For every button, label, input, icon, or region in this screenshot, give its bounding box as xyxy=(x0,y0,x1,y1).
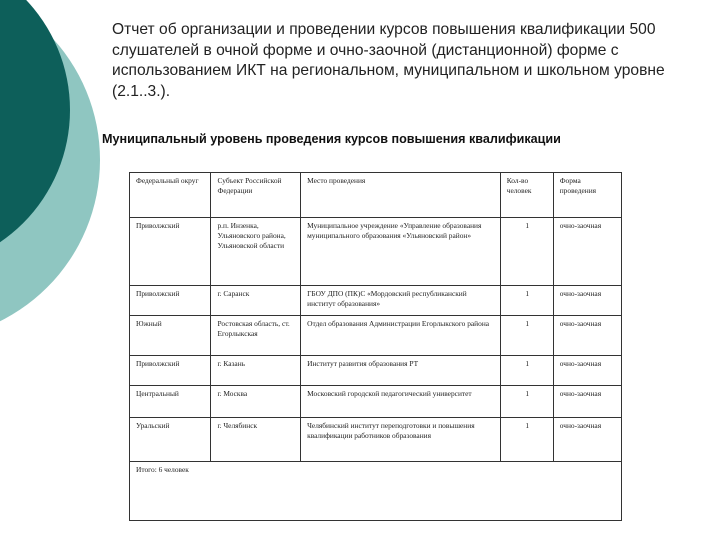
cell-subject: Ростовская область, ст. Егорлыкская xyxy=(211,316,301,356)
cell-count: 1 xyxy=(500,316,553,356)
cell-form: очно-заочная xyxy=(553,286,621,316)
cell-district: Приволжский xyxy=(130,286,211,316)
cell-subject: г. Саранск xyxy=(211,286,301,316)
cell-count: 1 xyxy=(500,386,553,418)
cell-count: 1 xyxy=(500,356,553,386)
table-row xyxy=(130,218,622,286)
header-subject: Субъект Российской Федерации xyxy=(211,173,301,218)
slide-title: Отчет об организации и проведении курсов повышения квалификации 500 слушателей в очной форме и очно-заочной (дистанционной) форме с использованием ИКТ на региональном, муниципальном и школьном уровне (2.1..3.). xyxy=(112,21,665,100)
cell-district: Южный xyxy=(130,316,211,356)
cell-district: Уральский xyxy=(130,418,211,462)
cell-location: Муниципальное учреждение «Управление образования муниципального образования «Ульяновский район» xyxy=(301,218,501,286)
table-row xyxy=(130,356,622,386)
cell-subject: г. Челябинск xyxy=(211,418,301,462)
table-footer-row xyxy=(130,462,622,521)
slide-subtitle: Муниципальный уровень проведения курсов повышения квалификации xyxy=(102,132,561,146)
cell-location: Институт развития образования РТ xyxy=(301,356,501,386)
cell-location: Московский городской педагогический университет xyxy=(301,386,501,418)
cell-count: 1 xyxy=(500,418,553,462)
cell-subject: р.п. Инзенка, Ульяновского района, Ульяновской области xyxy=(211,218,301,286)
table-row xyxy=(130,286,622,316)
cell-form: очно-заочная xyxy=(553,218,621,286)
cell-form: очно-заочная xyxy=(553,418,621,462)
cell-subject: г. Казань xyxy=(211,356,301,386)
cell-district: Центральный xyxy=(130,386,211,418)
table-row xyxy=(130,418,622,462)
cell-location: ГБОУ ДПО (ПК)С «Мордовский республиканский институт образования» xyxy=(301,286,501,316)
header-form: Форма проведения xyxy=(553,173,621,218)
cell-count: 1 xyxy=(500,286,553,316)
cell-location: Челябинский институт переподготовки и повышения квалификации работников образования xyxy=(301,418,501,462)
cell-count: 1 xyxy=(500,218,553,286)
decorative-circles xyxy=(0,0,120,540)
cell-district: Приволжский xyxy=(130,218,211,286)
cell-location: Отдел образования Администрации Егорлыкского района xyxy=(301,316,501,356)
table-row xyxy=(130,386,622,418)
table-header-row xyxy=(130,173,622,218)
header-count: Кол-во человек xyxy=(500,173,553,218)
cell-form: очно-заочная xyxy=(553,386,621,418)
cell-subject: г. Москва xyxy=(211,386,301,418)
cell-form: очно-заочная xyxy=(553,356,621,386)
cell-form: очно-заочная xyxy=(553,316,621,356)
header-location: Место проведения xyxy=(301,173,501,218)
table-total: Итого: 6 человек xyxy=(130,462,622,521)
courses-table xyxy=(129,172,622,521)
table-row xyxy=(130,316,622,356)
header-federal-district: Федеральный округ xyxy=(130,173,211,218)
cell-district: Приволжский xyxy=(130,356,211,386)
